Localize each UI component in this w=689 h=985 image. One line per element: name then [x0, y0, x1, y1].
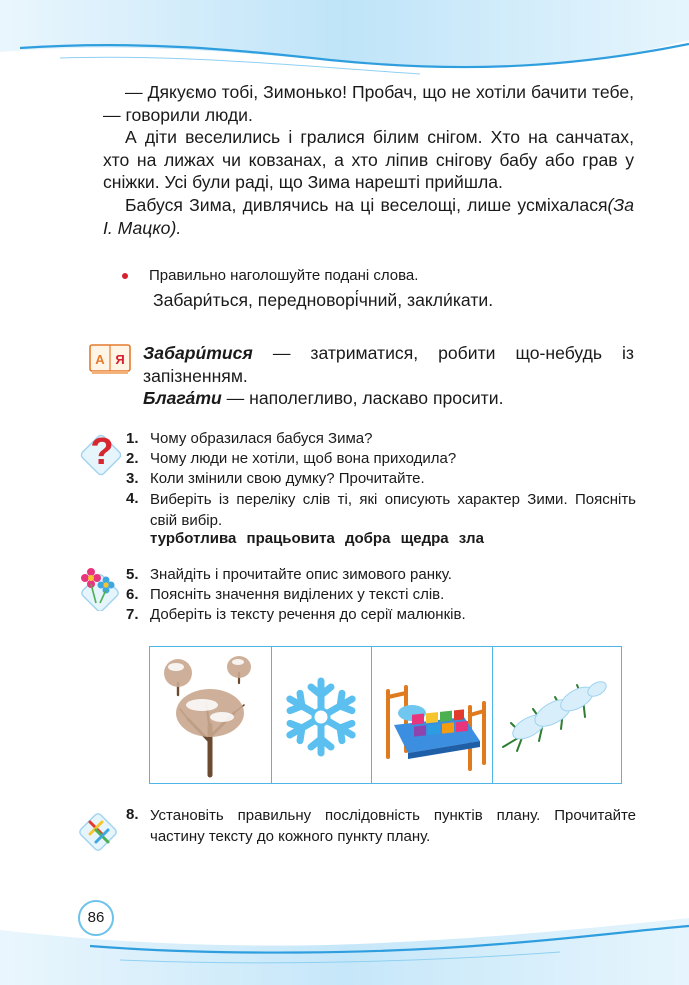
story-paragraph-1: — Дякуємо тобі, Зимонько! Пробач, що не хотіли бачити тебе, — говорили люди.: [103, 82, 634, 125]
question-number: 2.: [126, 450, 139, 467]
flowers-icon: [78, 565, 122, 611]
plan-puzzle-icon: [76, 806, 120, 852]
accent-instruction: Правильно наголошуйте подані слова.: [149, 267, 419, 284]
svg-text:А: А: [95, 352, 105, 367]
task-text: Знайдіть і прочитайте опис зимового ранку.: [150, 566, 452, 583]
snowflake-image: [272, 647, 370, 782]
picture-series: [149, 646, 622, 784]
dictionary-entry-1: [143, 342, 634, 387]
question-number: 1.: [126, 430, 139, 447]
task-number: 7.: [126, 606, 139, 623]
story-paragraph-3: [103, 194, 634, 239]
dictionary-block: [143, 342, 634, 410]
question-text: Коли змінили свою думку? Прочитайте.: [150, 470, 425, 487]
question-number: 3.: [126, 470, 139, 487]
question-number: 4.: [126, 490, 139, 507]
dictionary-term-2: Блага́ти: [143, 388, 222, 409]
svg-text:Я: Я: [115, 352, 125, 367]
bed-image: [372, 647, 491, 782]
task-number: 5.: [126, 566, 139, 583]
word-choices: турботлива працьовита добра щедра зла: [150, 530, 484, 547]
story-paragraph-2: А діти веселились і гралися білим снігом. Хто на санчатах, хто на лижах чи ковзанах, а хто ліпив снігову бабу або грав у сніжки. Усі були раді, що Зима нарешті прийшла.: [103, 127, 634, 193]
question-mark-icon: [80, 428, 124, 476]
question-text: Виберіть із переліку слів ті, які описують характер Зими. Поясніть свій вибір.: [150, 491, 636, 529]
svg-text:?: ?: [90, 431, 114, 473]
task-number: 8.: [126, 806, 139, 823]
task-text: Доберіть із тексту речення до серії малюнків.: [150, 606, 466, 623]
story-source: (За І. Мацко).: [103, 194, 634, 238]
task-text: Поясніть значення виділених у тексті слів.: [150, 586, 445, 603]
picture-winter-trees: [150, 647, 272, 783]
picture-snowy-branch: [493, 647, 620, 783]
picture-bed: [372, 647, 493, 783]
accent-words: Забари́ться, передноворі́чний, закли́кати.: [153, 290, 494, 310]
question-text: Чому люди не хотіли, щоб вона приходила?: [150, 450, 457, 467]
dictionary-entry-2: [143, 387, 634, 410]
dictionary-definition-1: — затриматися, робити що-небудь із запізненням.: [143, 343, 634, 386]
top-wave-decoration: [0, 0, 689, 80]
snowy-branch-image: [493, 647, 618, 782]
page-number: 86: [78, 900, 114, 936]
winter-trees-image: [150, 647, 270, 782]
task-number: 6.: [126, 586, 139, 603]
task-text: Установіть правильну послідовність пунктів плану. Прочитайте частину тексту до кожного пункту плану.: [150, 807, 636, 845]
picture-snowflake: [272, 647, 372, 783]
dictionary-book-icon: [88, 343, 132, 375]
story-paragraph-3-text: Бабуся Зима, дивлячись на ці веселощі, лише усміхалася: [125, 194, 608, 215]
story-text: [103, 81, 634, 239]
bullet-dot: [122, 273, 128, 279]
question-text: Чому образилася бабуся Зима?: [150, 430, 373, 447]
dictionary-term-1: Забари́тися: [143, 343, 253, 363]
dictionary-definition-2: — наполегливо, ласкаво просити.: [226, 388, 504, 409]
